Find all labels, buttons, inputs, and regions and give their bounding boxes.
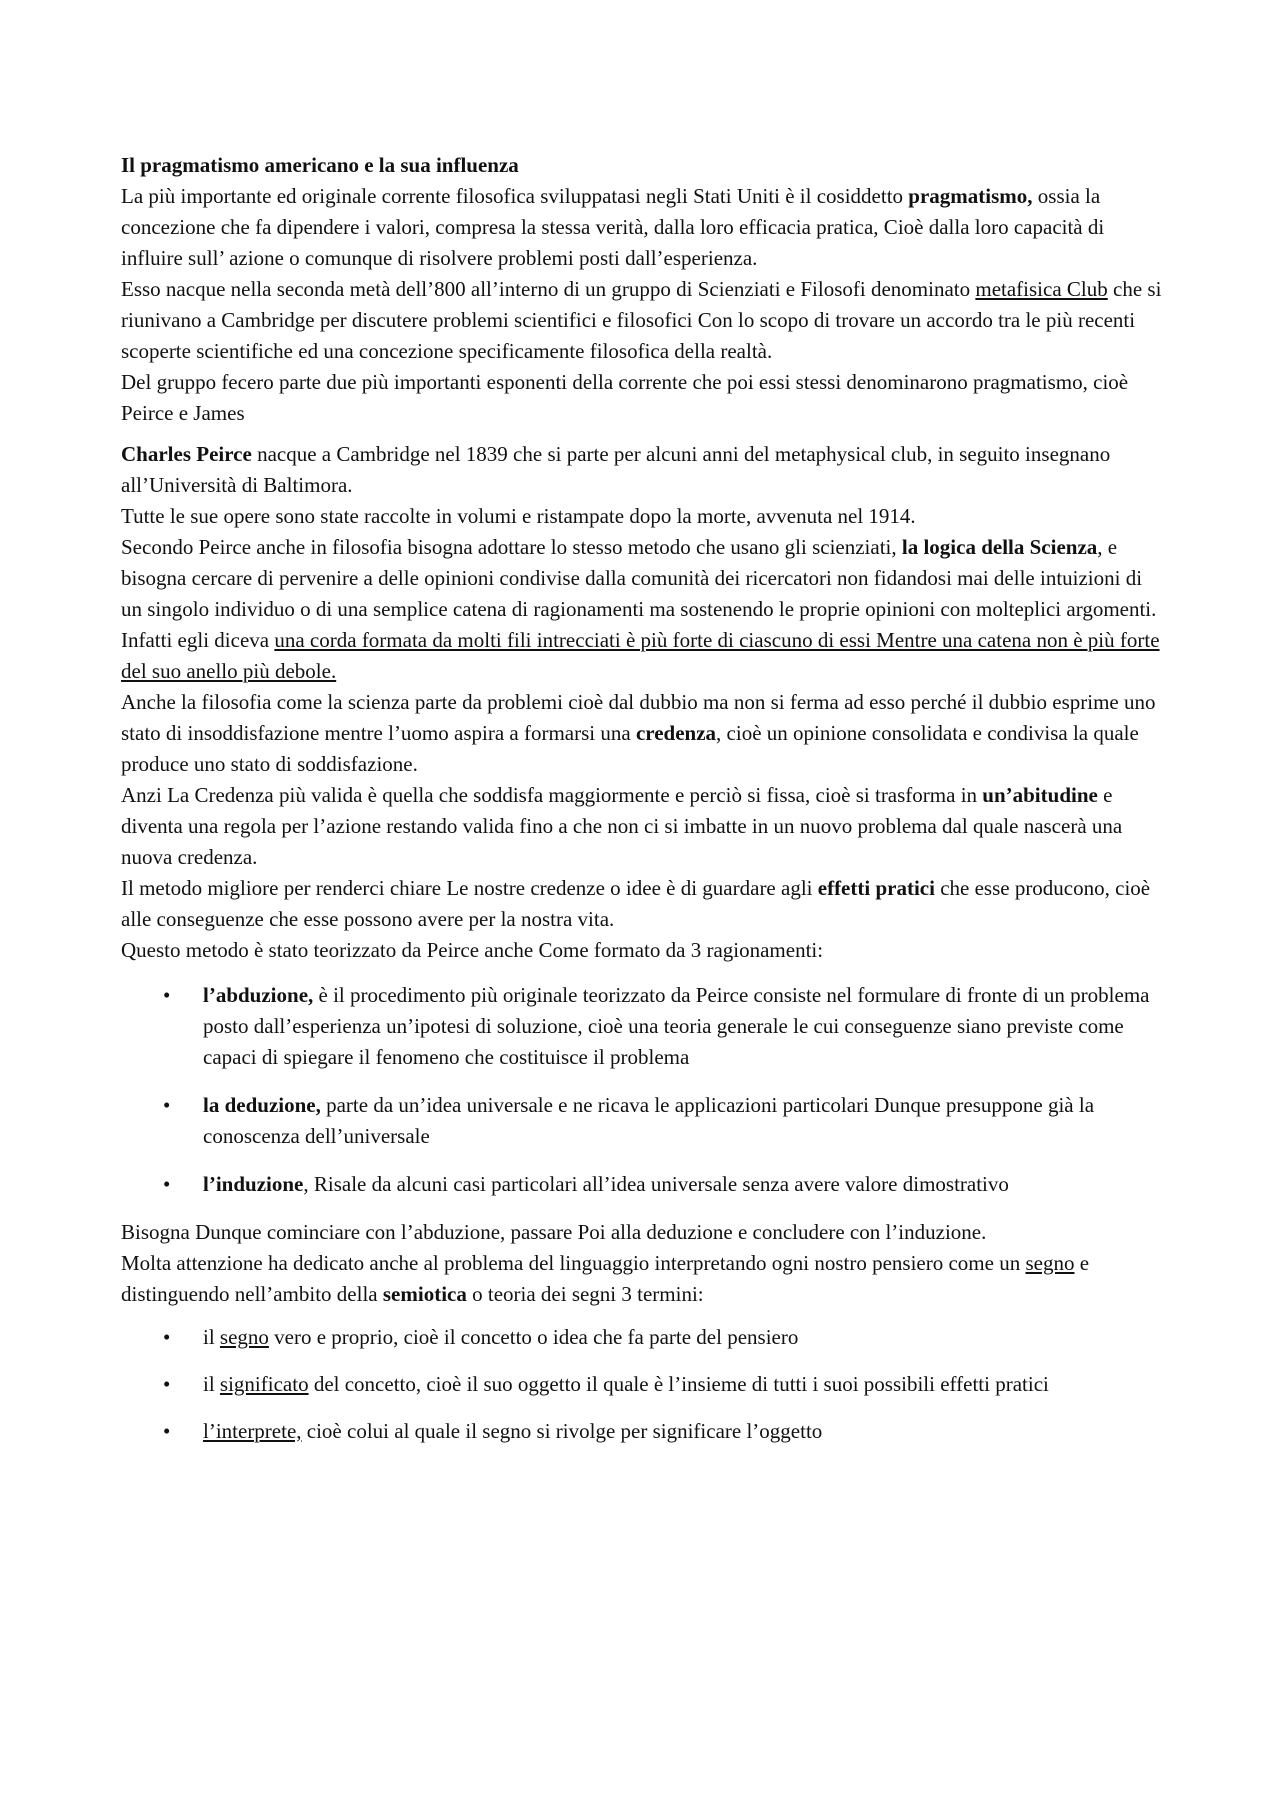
text-run: che esse producono, cioè alle conseguenze che esse possono avere per la nostra vita. xyxy=(121,876,1151,931)
list-item-text: del concetto, cioè il suo oggetto il quale è l’insieme di tutti i suoi possibili effetti pratici xyxy=(308,1372,1049,1396)
list-item-term: la deduzione, xyxy=(203,1093,321,1117)
list-item xyxy=(121,1369,1166,1400)
peirce-paragraph-3 xyxy=(121,532,1166,625)
list-item xyxy=(121,1322,1166,1353)
peirce-paragraph-5 xyxy=(121,687,1166,780)
document-page xyxy=(121,150,1166,1463)
text-run: ossia la concezione che fa dipendere i valori, compresa la stessa verità, dalla loro efficacia pratica, Cioè dalla loro capacità di influire sull’ azione o comunque di risolvere problemi posti dall’esperienza. xyxy=(121,184,1105,270)
list-item-term: significato xyxy=(219,1372,309,1396)
bold-term-pragmatismo: pragmatismo, xyxy=(908,184,1033,208)
peirce-paragraph-8: Questo metodo è stato teorizzato da Peirce anche Come formato da 3 ragionamenti: xyxy=(121,938,824,962)
peirce-paragraph-1 xyxy=(121,439,1166,501)
text-run: , e bisogna cercare di pervenire a delle opinioni condivise dalla comunità dei ricercatori non fidandosi mai delle intuizioni di un singolo individuo o di una semplice catena di ragionamenti ma sostenendo le proprie opinioni con molteplici argomenti. xyxy=(121,535,1157,621)
text-run: e diventa una regola per l’azione restando valida fino a che non ci si imbatte in un nuovo problema dal quale nascerà una nuova credenza. xyxy=(121,783,1123,869)
text-run: Anche la filosofia come la scienza parte da problemi cioè dal dubbio ma non si ferma ad esso perché il dubbio esprime uno stato di insoddisfazione mentre l’uomo aspira a formarsi una xyxy=(121,690,1156,745)
bold-term-semiotica: semiotica xyxy=(382,1282,467,1306)
bullet-icon: • xyxy=(163,1093,171,1117)
underlined-term-metafisica-club: metafisica Club xyxy=(975,277,1108,301)
list-item-term: l’induzione xyxy=(203,1172,304,1196)
bullet-icon: • xyxy=(163,983,171,1007)
text-run: Molta attenzione ha dedicato anche al problema del linguaggio interpretando ogni nostro pensiero come un xyxy=(121,1251,1026,1275)
list-item-term: l’abduzione, xyxy=(203,983,314,1007)
list-item xyxy=(121,980,1166,1073)
list-item-text: , Risale da alcuni casi particolari all’idea universale senza avere valore dimostrativo xyxy=(303,1172,1009,1196)
text-run: il xyxy=(203,1325,220,1349)
intro-paragraph-2 xyxy=(121,274,1166,367)
text-run: La più importante ed originale corrente filosofica sviluppatasi negli Stati Uniti è il cosiddetto xyxy=(121,184,909,208)
signs-list xyxy=(121,1322,1166,1447)
list-item-text: vero e proprio, cioè il concetto o idea che fa parte del pensiero xyxy=(268,1325,799,1349)
text-run: , cioè un opinione consolidata e condivisa la quale produce uno stato di soddisfazione. xyxy=(121,721,1139,776)
document-title: Il pragmatismo americano e la sua influenza xyxy=(121,153,519,177)
underlined-term-segno: segno xyxy=(1025,1251,1075,1275)
underlined-quote: una corda formata da molti fili intrecciati è più forte di ciascuno di essi Mentre una catena non è più forte del suo anello più debole. xyxy=(121,628,1160,683)
bold-term-credenza: credenza xyxy=(635,721,717,745)
bold-term-logica-della-scienza: la logica della Scienza xyxy=(901,535,1098,559)
text-run: Il metodo migliore per renderci chiare Le nostre credenze o idee è di guardare agli xyxy=(121,876,818,900)
list-item xyxy=(121,1090,1166,1152)
reasoning-list xyxy=(121,980,1166,1200)
text-run: che si riunivano a Cambridge per discutere problemi scientifici e filosofici Con lo scopo di trovare un accordo tra le più recenti scoperte scientifiche ed una concezione specificamente filosofica della realtà. xyxy=(121,277,1162,363)
list-item-text: cioè colui al quale il segno si rivolge per significare l’oggetto xyxy=(301,1419,823,1443)
list-item xyxy=(121,1416,1166,1447)
bold-term-abitudine: un’abitudine xyxy=(982,783,1098,807)
after-paragraph-1: Bisogna Dunque cominciare con l’abduzione, passare Poi alla deduzione e concludere con l’induzione. xyxy=(121,1220,987,1244)
text-run: Secondo Peirce anche in filosofia bisogna adottare lo stesso metodo che usano gli scienziati, xyxy=(121,535,902,559)
peirce-paragraph-6 xyxy=(121,780,1166,873)
text-run: e distinguendo nell’ambito della xyxy=(121,1251,1090,1306)
text-run: il xyxy=(203,1372,220,1396)
text-run: o teoria dei segni 3 termini: xyxy=(466,1282,704,1306)
list-item xyxy=(121,1169,1166,1200)
bold-term-charles-peirce: Charles Peirce xyxy=(121,442,252,466)
list-item-term: l’interprete, xyxy=(203,1419,302,1443)
text-run: Esso nacque nella seconda metà dell’800 all’interno di un gruppo di Scienziati e Filosofi denominato xyxy=(121,277,976,301)
peirce-paragraph-4 xyxy=(121,625,1166,687)
bullet-icon: • xyxy=(163,1325,171,1349)
peirce-paragraph-2: Tutte le sue opere sono state raccolte in volumi e ristampate dopo la morte, avvenuta nel 1914. xyxy=(121,504,916,528)
bold-term-effetti-pratici: effetti pratici xyxy=(817,876,935,900)
intro-paragraph-1 xyxy=(121,181,1166,274)
list-item-text: parte da un’idea universale e ne ricava le applicazioni particolari Dunque presuppone già la conoscenza dell’universale xyxy=(203,1093,1095,1148)
text-run: Anzi La Credenza più valida è quella che soddisfa maggiormente e perciò si fissa, cioè si trasforma in xyxy=(121,783,983,807)
after-paragraph-2 xyxy=(121,1248,1166,1310)
peirce-paragraph-7 xyxy=(121,873,1166,935)
bullet-icon: • xyxy=(163,1419,171,1443)
bullet-icon: • xyxy=(163,1172,171,1196)
intro-paragraph-3: Del gruppo fecero parte due più importanti esponenti della corrente che poi essi stessi denominarono pragmatismo, cioè Peirce e James xyxy=(121,370,1129,425)
text-run: nacque a Cambridge nel 1839 che si parte per alcuni anni del metaphysical club, in seguito insegnano all’Università di Baltimora. xyxy=(121,442,1111,497)
text-run: Infatti egli diceva xyxy=(121,628,275,652)
list-item-term: segno xyxy=(219,1325,269,1349)
bullet-icon: • xyxy=(163,1372,171,1396)
list-item-text: è il procedimento più originale teorizzato da Peirce consiste nel formulare di fronte di un problema posto dall’esperienza un’ipotesi di soluzione, cioè una teoria generale le cui conseguenze siano previste come capaci di spiegare il fenomeno che costituisce il problema xyxy=(203,983,1150,1069)
